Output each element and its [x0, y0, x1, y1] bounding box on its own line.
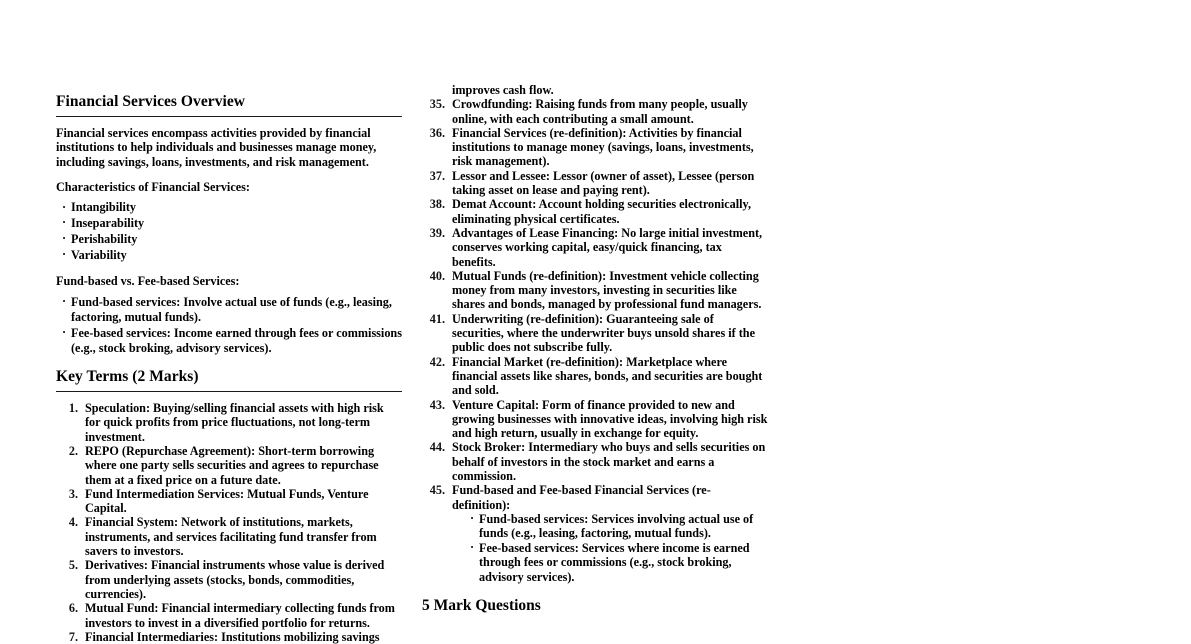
list-item-number: 41.: [429, 311, 445, 326]
key-terms-section: [56, 368, 402, 392]
list-item: [422, 312, 768, 355]
list-item-number: 5.: [68, 558, 78, 573]
list-item-text: REPO (Repurchase Agreement): Short-term borrowing where one party sells securities and agrees to repurchase them at a fixed price on a future date.: [85, 443, 379, 487]
list-item-number: 4.: [68, 515, 78, 530]
list-item-text: Underwriting (re-definition): Guaranteeing sale of securities, where the underwriter buys unsold shares if the public does not subscribe fully.: [452, 311, 755, 355]
list-item: [56, 444, 402, 487]
list-item-text: Mutual Funds (re-definition): Investment vehicle collecting money from many investors, investing in securities like shares and bonds, managed by professional fund managers.: [452, 268, 762, 312]
list-item: [422, 269, 768, 312]
list-item: · Fund-based services: Involve actual use of funds (e.g., leasing, factoring, mutual funds).: [62, 295, 402, 326]
financial-services-overview-section: [56, 93, 402, 117]
list-item-text: Crowdfunding: Raising funds from many people, usually online, with each contributing a small amount.: [452, 97, 748, 126]
list-item-number: 39.: [429, 225, 445, 240]
key-terms-list: [56, 401, 402, 644]
characteristics-subheading: Characteristics of Financial Services:: [56, 179, 250, 194]
list-item: [422, 398, 768, 441]
characteristics-list: [56, 200, 402, 263]
fund-vs-fee-subheading: Fund-based vs. Fee-based Services:: [56, 274, 240, 289]
page-title: Financial Services Overview: [56, 93, 246, 110]
list-item-number: 2.: [68, 443, 78, 458]
list-item-text: Financial Services (re-definition): Activities by financial institutions to manage money (savings, loans, investments, risk management).: [452, 125, 754, 169]
list-item-text: Derivatives: Financial instruments whose value is derived from underlying assets (stocks, bonds, commodities, currencies).: [85, 558, 385, 601]
continued-line: improves cash flow.: [452, 83, 554, 97]
list-item-number: 43.: [429, 397, 445, 412]
fund-fee-sublist: [452, 512, 768, 585]
list-item: [56, 401, 402, 444]
list-item: [422, 97, 768, 126]
list-item-number: 37.: [429, 168, 445, 183]
list-item: [422, 440, 768, 483]
list-item-number: 36.: [429, 125, 445, 140]
list-item: [56, 601, 402, 630]
list-item-number: 38.: [429, 197, 445, 212]
list-item-text: Speculation: Buying/selling financial assets with high risk for quick profits from price fluctuations, not long-term investment.: [85, 401, 384, 444]
list-item-text: Financial Intermediaries: Institutions mobilizing savings: [85, 629, 380, 644]
key-terms-continued-list: [422, 97, 768, 584]
list-item: · Inseparability: [62, 216, 402, 232]
list-item: [422, 226, 768, 269]
list-item: · Intangibility: [62, 200, 402, 216]
list-item: · Perishability: [62, 232, 402, 248]
two-column-layout: [56, 0, 768, 644]
list-item-number: 6.: [68, 601, 78, 616]
five-mark-questions-heading: 5 Mark Questions: [422, 597, 541, 615]
list-item-number: 3.: [68, 486, 78, 501]
list-item: [422, 169, 768, 198]
list-item: · Fund-based services: Services involving actual use of funds (e.g., leasing, factoring, mutual funds).: [470, 512, 768, 541]
left-column: [56, 0, 402, 644]
list-item: [422, 483, 768, 584]
list-item-text: Fund-based and Fee-based Financial Services (re-definition):: [452, 483, 711, 512]
list-item: · Variability: [62, 248, 402, 264]
list-item: [422, 126, 768, 169]
list-item: [56, 558, 402, 601]
list-item-number: 45.: [429, 483, 445, 498]
list-item: [422, 197, 768, 226]
list-item-text: Stock Broker: Intermediary who buys and sells securities on behalf of investors in the stock market and earns a commission.: [452, 440, 766, 484]
list-item-text: Advantages of Lease Financing: No large initial investment, conserves working capital, easy/quick financing, tax benefits.: [452, 225, 763, 269]
list-item: [422, 355, 768, 398]
list-item-number: 7.: [68, 629, 78, 644]
list-item-text: Financial Market (re-definition): Marketplace where financial assets like shares, bonds, and securities are bought and sold.: [452, 354, 763, 398]
list-item-text: Lessor and Lessee: Lessor (owner of asset), Lessee (person taking asset on lease and paying rent).: [452, 168, 755, 198]
intro-paragraph: Financial services encompass activities provided by financial institutions to help individuals and businesses manage money, including savings, loans, investments, and risk management.: [56, 126, 377, 169]
list-item: [56, 515, 402, 558]
list-item-text: Demat Account: Account holding securities electronically, eliminating physical certificates.: [452, 197, 752, 226]
fund-vs-fee-list: [56, 295, 402, 357]
list-item-text: Mutual Fund: Financial intermediary collecting funds from investors to invest in a diversified portfolio for returns.: [85, 601, 395, 630]
list-item-number: 1.: [68, 401, 78, 416]
list-item-text: Fund Intermediation Services: Mutual Funds, Venture Capital.: [85, 486, 369, 516]
right-column: [422, 0, 768, 626]
key-terms-heading: Key Terms (2 Marks): [56, 368, 199, 386]
heading-rule: [56, 116, 402, 117]
list-item: · Fee-based services: Services where income is earned through fees or commissions (e.g., stock broking, advisory services).: [470, 541, 768, 585]
list-item-text: Financial System: Network of institutions, markets, instruments, and services facilitating fund transfer from savers to investors.: [85, 515, 377, 559]
list-item-number: 42.: [429, 354, 445, 369]
list-item: [56, 487, 402, 516]
list-item-clipped: [56, 630, 402, 644]
list-item-number: 44.: [429, 440, 445, 455]
list-item-text: Venture Capital: Form of finance provided to new and growing businesses with innovative ideas, involving high risk and high return, usually in exchange for equity.: [452, 397, 768, 441]
list-item-number: 35.: [429, 97, 445, 112]
list-item-number: 40.: [429, 268, 445, 283]
heading-rule: [56, 391, 402, 392]
list-item: · Fee-based services: Income earned through fees or commissions (e.g., stock broking, advisory services).: [62, 326, 402, 357]
